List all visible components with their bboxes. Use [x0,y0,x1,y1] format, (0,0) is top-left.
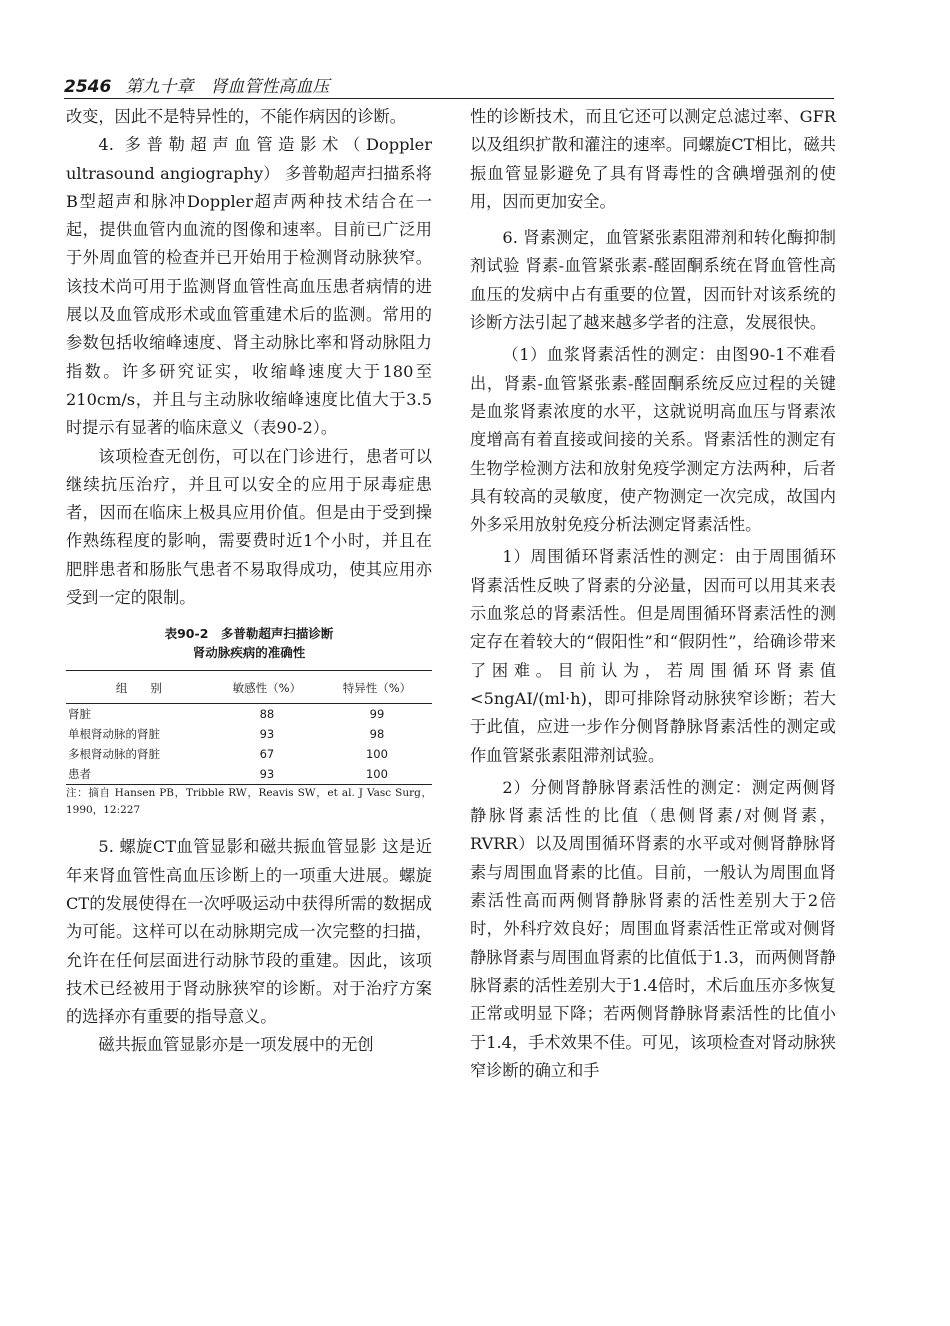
table-cell: 100 [365,747,388,762]
table-row [66,744,432,764]
table-cell: 93 [212,764,322,785]
table-note: 注：摘自 Hansen PB，Tribble RW，Reavis SW，et al. J Vasc Surg，1990，12:227 [66,787,432,817]
table-cell: 88 [259,707,275,722]
table-cell: 98 [369,727,385,742]
paragraph-renin: 6. 肾素测定，血管紧张素阻滞剂和转化酶抑制剂试验 肾素-血管紧张素-醛固酮系统在肾血管性高血压的发病中占有重要的位置，因而针对该系统的诊断方法引起了越来越多学者的注意，发展很快。 [470,228,836,333]
table-cell: 67 [259,747,275,762]
paragraph: 1）周围循环肾素活性的测定：由于周围循环肾素活性反映了肾素的分泌量，因而可以用其来表示血浆总的肾素活性。但是周围循环肾素活性的测定存在着较大的“假阳性”和“假阴性”，给确诊带来了困难。目前认为，若周围循环肾素值<5ngAI/(ml·h)，即可排除肾动脉狭窄诊断；若大于此值，应进一步作分侧肾静脉肾素活性的测定或作血管紧张素阻滞剂试验。 [470,547,836,765]
paragraph: 改变，因此不是特异性的，不能作病因的诊断。 [66,107,406,126]
table-cell: 肾脏 [68,707,91,722]
paragraph: 2）分侧肾静脉肾素活性的测定：测定两侧肾静脉肾素活性的比值（患侧肾素/对侧肾素，RVRR）以及周围循环肾素的水平或对侧肾静脉肾素与周围血肾素的比值。目前，一般认为周围血肾素活性高而两侧肾静脉肾素的活性差别大于2倍时，外科疗效良好；周围血肾素活性正常或对侧肾静脉肾素与周围血肾素的比值低于1.3，而两侧肾静脉肾素的活性差别大于1.4倍时，术后血压亦多恢复正常或明显下降；若两侧肾静脉肾素活性的比值小于1.4，手术效果不佳。可见，该项检查对肾动脉狭窄诊断的确立和手 [470,777,836,1080]
table-row [66,724,432,744]
table-cell: 100 [322,764,432,785]
table-title-line: 肾动脉疾病的准确性 [192,645,306,661]
paragraph-spiral-ct: 5. 螺旋CT血管显影和磁共振血管显影 这是近年来肾血管性高血压诊断上的一项重大进展。螺旋CT的发展使得在一次呼吸运动中获得所需的数据成为可能。这样可以在动脉期完成一次完整的扫描，允许在任何层面进行动脉节段的重建。因此，该项技术已经被用于肾动脉狭窄的诊断。对于治疗方案的选择亦有重要的指导意义。 [66,837,432,1027]
paragraph-doppler: 4. 多普勒超声血管造影术（Doppler ultrasound angiography） 多普勒超声扫描系将B型超声和脉冲Doppler超声两种技术结合在一起，提供血管内血流的图像和速率。目前已广泛用于外周血管的检查并已开始用于检测肾动脉狭窄。该技术尚可用于监测肾血管性高血压患者病情的进展以及血管成形术或血管重建术后的监测。常用的参数包括收缩峰速度、肾主动脉比率和肾动脉阻力指数。许多研究证实，收缩峰速度大于180至210cm/s，并且与主动脉收缩峰速度比值大于3.5时提示有显著的临床意义（表90-2）。 [66,135,432,438]
table-title-line: 表90-2 多普勒超声扫描诊断 [164,626,334,642]
table-cell: 93 [259,727,275,742]
paragraph: 性的诊断技术，而且它还可以测定总滤过率、GFR以及组织扩散和灌注的速率。同螺旋CT相比，磁共振血管显影避免了具有肾毒性的含碘增强剂的使用，因而更加安全。 [470,107,836,211]
table-cell: 99 [369,707,385,722]
table-row [66,764,432,785]
paragraph: 磁共振血管显影亦是一项发展中的无创 [98,1035,374,1055]
table-title [66,624,432,662]
table-cell: 患者 [66,764,212,785]
table-90-2 [66,624,432,819]
right-column [470,103,836,1085]
left-column [66,103,432,1060]
column-header: 特异性（%） [322,671,432,704]
page-number: 2546 [64,77,112,97]
table-cell: 多根肾动脉的肾脏 [68,747,160,762]
running-header [64,72,834,99]
chapter-title: 第九十章 肾血管性高血压 [125,77,330,97]
table-row [66,704,432,725]
table-cell: 单根肾动脉的肾脏 [68,727,160,742]
paragraph: （1）血浆肾素活性的测定：由图90-1不难看出，肾素-血管紧张素-醛固酮系统反应过程的关键是血浆肾素浓度的水平，这就说明高血压与肾素浓度增高有着直接或间接的关系。肾素活性的测定有生物学检测方法和放射免疫学测定方法两种，后者具有较高的灵敏度，使产物测定一次完成，故国内外多采用放射免疫分析法测定肾素活性。 [470,345,836,535]
column-header: 组 别 [66,671,212,704]
table-header-row [66,671,432,704]
column-header: 敏感性（%） [212,671,322,704]
paragraph: 该项检查无创伤，可以在门诊进行，患者可以继续抗压治疗，并且可以安全的应用于尿毒症患者，因而在临床上极具应用价值。但是由于受到操作熟练程度的影响，需要费时近1个小时，并且在肥胖患者和肠胀气患者不易取得成功，使其应用亦受到一定的限制。 [66,446,432,608]
accuracy-table [66,670,432,785]
